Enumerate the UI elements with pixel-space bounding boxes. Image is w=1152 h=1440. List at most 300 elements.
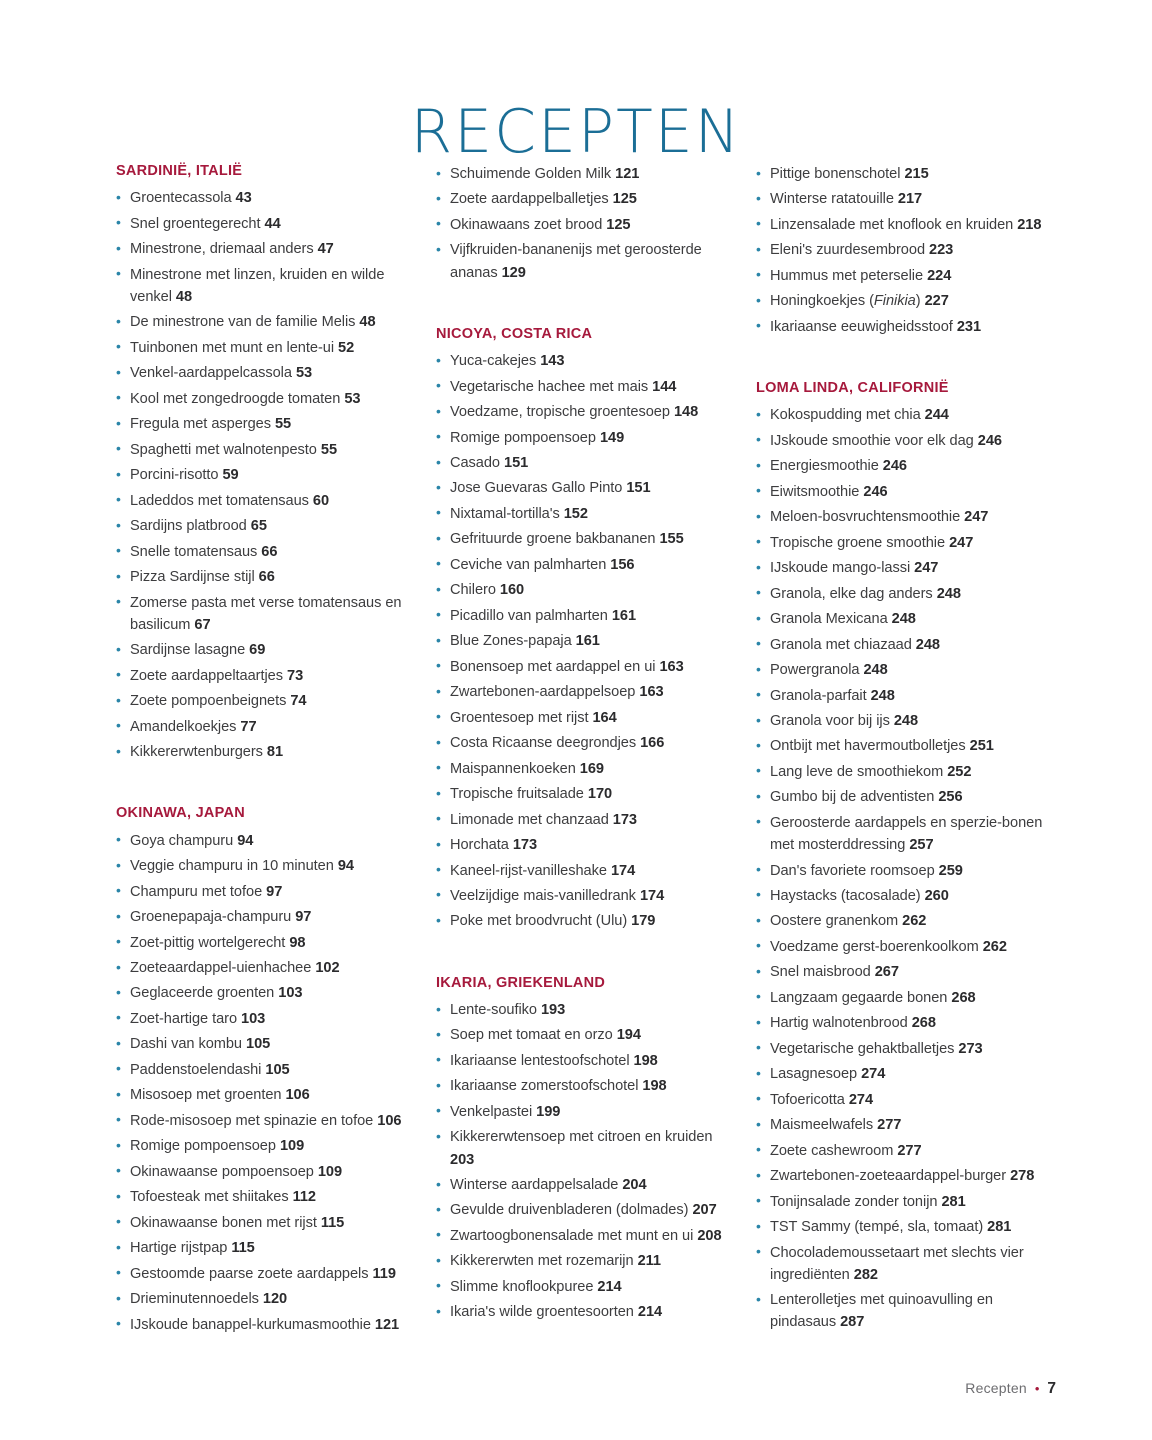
recipe-page-number: 166: [640, 735, 665, 752]
recipe-title: Poke met broodvrucht (Ulu): [450, 913, 632, 930]
recipe-title: Granola Mexicana: [770, 611, 892, 628]
recipe-entry[interactable]: [436, 579, 726, 601]
recipe-section: [116, 163, 406, 763]
recipe-title: Voedzame, tropische groentesoep: [450, 404, 674, 421]
recipe-title: Porcini-risotto: [130, 467, 223, 484]
recipe-entry[interactable]: [116, 464, 406, 486]
recipe-page-number: 125: [612, 191, 637, 208]
recipe-entry[interactable]: [756, 404, 1046, 426]
recipe-entry[interactable]: [436, 1250, 726, 1272]
recipe-entry[interactable]: [436, 910, 726, 932]
recipe-list: [756, 163, 1046, 338]
recipe-page-number: 274: [861, 1066, 886, 1083]
recipe-entry[interactable]: [756, 885, 1046, 907]
recipe-title: Groentesoep met rijst: [450, 709, 593, 726]
recipe-page-number: 174: [610, 862, 636, 879]
recipe-title: Granola voor bij ijs: [770, 713, 894, 729]
section-heading: SARDINIË, ITALIË: [116, 163, 243, 179]
recipe-page-number: 59: [222, 467, 239, 484]
recipe-entry[interactable]: [116, 1288, 406, 1310]
recipe-entry[interactable]: [116, 592, 406, 636]
recipe-title: Ladeddos met tomatensaus: [130, 492, 313, 509]
recipe-title: Ceviche van palmharten: [450, 556, 611, 573]
recipe-title: Goya champuru: [130, 832, 238, 849]
recipe-entry[interactable]: [436, 376, 726, 398]
recipe-entry[interactable]: [436, 401, 726, 423]
recipe-entry[interactable]: [436, 783, 726, 805]
recipe-page-number: 105: [246, 1036, 271, 1053]
recipe-entry[interactable]: [116, 413, 406, 435]
recipe-entry[interactable]: [116, 690, 406, 712]
recipe-entry[interactable]: [436, 214, 726, 236]
recipe-title: IJskoude smoothie voor elk dag: [770, 432, 978, 449]
recipe-entry[interactable]: [436, 758, 726, 780]
recipe-entry[interactable]: [436, 1101, 726, 1123]
recipe-title-suffix: ): [915, 293, 925, 310]
recipe-entry[interactable]: [756, 532, 1046, 554]
recipe-page-number: 244: [924, 407, 949, 424]
recipe-title: Okinawaanse bonen met rijst: [130, 1214, 321, 1231]
recipe-title: Chocolademoussetaart met slechts vier ingrediënten: [770, 1244, 1024, 1283]
recipe-title: Zoete aardappeltaartjes: [130, 667, 288, 684]
recipe-section: [756, 380, 1046, 1334]
recipe-page-number: 248: [893, 713, 919, 729]
recipe-entry[interactable]: [116, 311, 406, 333]
index-columns: [116, 163, 1056, 1339]
recipe-entry[interactable]: [756, 583, 1046, 605]
recipe-entry[interactable]: [436, 528, 726, 550]
recipe-section: [436, 326, 726, 933]
recipe-title: Powergranola: [770, 662, 864, 679]
recipe-page-number: 282: [853, 1266, 878, 1283]
recipe-entry[interactable]: [116, 362, 406, 384]
recipe-entry[interactable]: [756, 634, 1046, 656]
recipe-title: Zoete pompoenbeignets: [130, 693, 291, 710]
recipe-title: Kool met zongedroogde tomaten: [130, 390, 345, 407]
recipe-entry[interactable]: [116, 541, 406, 563]
recipe-title: Eiwitsmoothie: [770, 483, 864, 500]
recipe-entry[interactable]: [116, 1110, 406, 1132]
recipe-page-number: 247: [914, 560, 939, 577]
index-column-2: [436, 163, 726, 1327]
recipe-title: Zwartebonen-zoeteaardappel-burger: [770, 1168, 1011, 1185]
recipe-list: [436, 163, 726, 284]
recipe-title: Fregula met asperges: [130, 416, 275, 433]
recipe-page-number: 246: [977, 432, 1002, 449]
recipe-entry[interactable]: [436, 452, 726, 474]
recipe-page-number: 47: [317, 241, 334, 258]
recipe-title: Vijfkruiden-bananenijs met geroosterde ananas: [450, 242, 702, 281]
recipe-title: Blue Zones-papaja: [450, 633, 576, 650]
recipe-title: Lang leve de smoothiekom: [770, 763, 948, 780]
recipe-page-number: 55: [274, 416, 292, 433]
recipe-entry[interactable]: [756, 481, 1046, 503]
recipe-entry[interactable]: [756, 316, 1046, 338]
recipe-title: Champuru met tofoe: [130, 883, 267, 900]
recipe-entry[interactable]: [116, 1059, 406, 1081]
section-heading: IKARIA, GRIEKENLAND: [436, 974, 606, 991]
recipe-title: Soep met tomaat en orzo: [450, 1027, 617, 1044]
recipe-page-number: 152: [563, 505, 588, 522]
recipe-title: Gumbo bij de adventisten: [770, 789, 939, 806]
recipe-entry[interactable]: [436, 681, 726, 703]
recipe-title: Misosoep met groenten: [130, 1087, 286, 1104]
recipe-title: Zoet-hartige taro: [130, 1010, 242, 1027]
recipe-entry[interactable]: [756, 1165, 1046, 1187]
recipe-entry[interactable]: [436, 503, 726, 525]
recipe-title: Geroosterde aardappels en sperzie-bonen met mosterddressing: [770, 814, 1043, 854]
recipe-entry[interactable]: [116, 855, 406, 877]
recipe-entry[interactable]: [116, 1084, 406, 1106]
recipe-page-number: 161: [611, 607, 637, 624]
recipe-title: Kikkererwten met rozemarijn: [450, 1253, 638, 1270]
recipe-title: Granola, elke dag anders: [770, 585, 937, 602]
footer-separator-dot: •: [1034, 1381, 1040, 1396]
recipe-entry[interactable]: [116, 881, 406, 903]
recipe-section: [116, 805, 406, 1335]
recipe-entry[interactable]: [436, 163, 726, 185]
recipe-page-number: 274: [848, 1091, 874, 1108]
recipe-title: Meloen-bosvruchtensmoothie: [770, 509, 965, 526]
recipe-entry[interactable]: [116, 932, 406, 954]
recipe-entry[interactable]: [756, 455, 1046, 477]
recipe-page-number: 248: [891, 611, 916, 628]
recipe-entry[interactable]: [436, 885, 726, 907]
recipe-entry[interactable]: [756, 786, 1046, 808]
recipe-title: Pizza Sardijnse stijl: [130, 569, 259, 586]
recipe-title: IJskoude mango-lassi: [770, 560, 915, 577]
recipe-page-number: 164: [592, 709, 617, 726]
recipe-page-number: 66: [258, 569, 275, 586]
recipe-entry[interactable]: [116, 1186, 406, 1208]
recipe-title: Spaghetti met walnotenpesto: [130, 441, 321, 458]
recipe-title: Romige pompoensoep: [450, 429, 600, 446]
recipe-title: Zwartoogbonensalade met munt en ui: [450, 1227, 698, 1244]
recipe-entry[interactable]: [436, 999, 726, 1021]
recipe-entry[interactable]: [756, 685, 1046, 707]
recipe-entry[interactable]: [436, 1050, 726, 1072]
recipe-page-number: 151: [626, 480, 651, 497]
index-column-1: [116, 163, 406, 1339]
recipe-title: Tropische groene smoothie: [770, 534, 950, 551]
recipe-title: Yuca-cakejes: [450, 353, 541, 370]
recipe-page-number: 52: [338, 339, 355, 356]
recipe-page-number: 262: [902, 913, 927, 930]
recipe-title: Maismeelwafels: [770, 1117, 878, 1134]
recipe-entry[interactable]: [756, 1191, 1046, 1213]
recipe-page-number: 199: [536, 1103, 561, 1120]
recipe-title: Granola-parfait: [770, 687, 871, 704]
recipe-entry[interactable]: [116, 1008, 406, 1030]
recipe-page-number: 227: [924, 293, 949, 310]
recipe-entry[interactable]: [756, 1038, 1046, 1060]
recipe-title: Geglaceerde groenten: [130, 985, 279, 1002]
recipe-entry[interactable]: [436, 1174, 726, 1196]
recipe-entry[interactable]: [436, 554, 726, 576]
recipe-page-number: 252: [947, 763, 972, 780]
recipe-page-number: 257: [909, 837, 934, 854]
recipe-title: Snel groentegerecht: [130, 215, 265, 232]
recipe-entry[interactable]: [756, 1216, 1046, 1238]
recipe-entry[interactable]: [756, 214, 1046, 236]
recipe-entry[interactable]: [756, 1012, 1046, 1034]
recipe-page-number: 74: [290, 693, 307, 710]
recipe-title: Lasagnesoep: [770, 1066, 862, 1083]
recipe-entry[interactable]: [436, 605, 726, 627]
recipe-title: Maispannenkoeken: [450, 760, 580, 777]
recipe-page-number: 106: [285, 1087, 310, 1104]
recipe-title: Tuinbonen met munt en lente-ui: [130, 339, 339, 356]
section-heading: LOMA LINDA, CALIFORNIË: [756, 379, 949, 396]
recipe-title: Oostere granenkom: [770, 913, 903, 930]
recipe-entry[interactable]: [116, 1314, 406, 1336]
recipe-page-number: 208: [697, 1227, 722, 1244]
recipe-page-number: 214: [597, 1278, 622, 1295]
recipe-page-number: 44: [264, 215, 281, 232]
recipe-page-number: 223: [929, 242, 954, 259]
recipe-entry[interactable]: [756, 1289, 1046, 1333]
recipe-page-number: 73: [287, 667, 304, 684]
recipe-entry[interactable]: [756, 1242, 1046, 1286]
recipe-title: Tofoericotta: [770, 1091, 849, 1108]
recipe-title: Dashi van kombu: [130, 1036, 247, 1053]
recipe-title: Gestoomde paarse zoete aardappels: [130, 1265, 373, 1282]
recipe-title: Minestrone, driemaal anders: [130, 241, 318, 258]
recipe-page-number: 94: [237, 832, 254, 849]
recipe-title: Rode-misosoep met spinazie en tofoe: [130, 1112, 378, 1129]
recipe-page-number: 231: [956, 318, 982, 335]
recipe-page-number: 246: [863, 483, 888, 500]
recipe-title: De minestrone van de familie Melis: [130, 314, 360, 331]
recipe-page-number: 121: [374, 1316, 400, 1333]
recipe-page-number: 120: [262, 1291, 288, 1308]
recipe-page-number: 246: [882, 458, 907, 475]
recipe-page-number: 97: [295, 909, 312, 926]
recipe-page-number: 218: [1017, 216, 1042, 233]
recipe-entry[interactable]: [756, 1089, 1046, 1111]
recipe-title: Paddenstoelendashi: [130, 1061, 266, 1078]
recipe-title: Energiesmoothie: [770, 458, 883, 475]
recipe-entry[interactable]: [756, 812, 1046, 856]
recipe-page-number: 217: [897, 191, 923, 208]
recipe-title: Hummus met peterselie: [770, 267, 928, 284]
recipe-entry[interactable]: [756, 910, 1046, 932]
recipe-page-number: 281: [987, 1219, 1012, 1236]
recipe-entry[interactable]: [756, 987, 1046, 1009]
recipe-entry[interactable]: [756, 659, 1046, 681]
recipe-page-number: 256: [938, 789, 963, 806]
recipe-title: Veggie champuru in 10 minuten: [130, 858, 338, 875]
recipe-page-number: 179: [631, 913, 656, 930]
recipe-page-number: 105: [265, 1061, 290, 1078]
recipe-entry[interactable]: [116, 1212, 406, 1234]
recipe-title: Haystacks (tacosalade): [770, 887, 925, 904]
recipe-page-number: 155: [659, 531, 684, 548]
recipe-entry[interactable]: [436, 477, 726, 499]
recipe-page-number: 173: [612, 811, 637, 828]
recipe-entry[interactable]: [116, 906, 406, 928]
recipe-page-number: 198: [642, 1078, 667, 1095]
recipe-entry[interactable]: [116, 1263, 406, 1285]
recipe-title: TST Sammy (tempé, sla, tomaat): [770, 1219, 988, 1236]
recipe-entry[interactable]: [436, 1225, 726, 1247]
recipe-title: Zoet-pittig wortelgerecht: [130, 934, 290, 951]
recipe-title: Okinawaanse pompoensoep: [130, 1163, 318, 1180]
recipe-entry[interactable]: [116, 1135, 406, 1157]
recipe-entry[interactable]: [436, 732, 726, 754]
recipe-entry[interactable]: [756, 961, 1046, 983]
recipe-entry[interactable]: [756, 1140, 1046, 1162]
recipe-entry[interactable]: [116, 741, 406, 763]
recipe-entry[interactable]: [436, 350, 726, 372]
recipe-page-number: 224: [927, 267, 952, 284]
recipe-page-number: 69: [249, 642, 266, 659]
recipe-page-number: 55: [320, 441, 338, 458]
recipe-title: Eleni's zuurdesembrood: [770, 242, 930, 259]
recipe-entry[interactable]: [436, 1301, 726, 1323]
recipe-entry[interactable]: [756, 860, 1046, 882]
recipe-page-number: 203: [450, 1151, 475, 1168]
recipe-page-number: 193: [540, 1002, 566, 1019]
footer-section-label: Recepten: [965, 1380, 1027, 1396]
recipe-entry[interactable]: [756, 290, 1046, 312]
recipe-entry[interactable]: [436, 1075, 726, 1097]
recipe-page-number: 103: [278, 985, 303, 1002]
recipe-title-italic: Finikia: [873, 293, 916, 310]
recipe-page-number: 115: [320, 1214, 345, 1231]
recipe-entry[interactable]: [116, 1033, 406, 1055]
recipe-title: Groentecassola: [130, 190, 236, 207]
recipe-page-number: 48: [359, 314, 376, 331]
recipe-page-number: 248: [915, 636, 940, 653]
recipe-entry[interactable]: [116, 264, 406, 308]
recipe-page-number: 248: [870, 687, 895, 704]
recipe-entry[interactable]: [116, 388, 406, 410]
recipe-entry[interactable]: [436, 1126, 726, 1170]
recipe-page-number: 112: [292, 1189, 317, 1206]
recipe-page-number: 48: [175, 288, 193, 305]
recipe-page-number: 194: [616, 1027, 641, 1044]
recipe-title: Casado: [450, 455, 505, 472]
recipe-entry[interactable]: [756, 265, 1046, 287]
recipe-entry[interactable]: [756, 163, 1046, 185]
recipe-entry[interactable]: [756, 761, 1046, 783]
recipe-title: Gefrituurde groene bakbananen: [450, 531, 660, 548]
recipe-title: Langzaam gegaarde bonen: [770, 989, 952, 1006]
recipe-entry[interactable]: [116, 716, 406, 738]
recipe-entry[interactable]: [436, 1024, 726, 1046]
recipe-entry[interactable]: [436, 707, 726, 729]
recipe-page-number: 156: [610, 556, 635, 573]
recipe-entry[interactable]: [116, 213, 406, 235]
recipe-entry[interactable]: [116, 187, 406, 209]
recipe-title: Ikariaanse zomerstoofschotel: [450, 1078, 643, 1095]
recipe-entry[interactable]: [436, 834, 726, 856]
recipe-entry[interactable]: [756, 608, 1046, 630]
recipe-title: Tonijnsalade zonder tonijn: [770, 1193, 942, 1210]
recipe-title: Linzensalade met knoflook en kruiden: [770, 216, 1018, 233]
recipe-page-number: 160: [499, 582, 525, 599]
recipe-title: Zoete aardappelballetjes: [450, 191, 613, 208]
recipe-page-number: 151: [504, 455, 529, 472]
recipe-entry[interactable]: [116, 957, 406, 979]
recipe-entry[interactable]: [116, 490, 406, 512]
recipe-page-number: 268: [951, 989, 976, 1006]
recipe-page-number: 173: [512, 837, 538, 854]
recipe-page-number: 66: [261, 543, 278, 560]
recipe-entry[interactable]: [116, 1161, 406, 1183]
recipe-page-number: 125: [606, 216, 631, 233]
recipe-list: [116, 187, 406, 763]
recipe-entry[interactable]: [116, 982, 406, 1004]
recipe-page-number: 268: [911, 1015, 936, 1032]
recipe-entry[interactable]: [436, 1276, 726, 1298]
recipe-section: [756, 163, 1046, 338]
recipe-page-number: 97: [266, 883, 283, 900]
recipe-entry[interactable]: [436, 1199, 726, 1221]
recipe-page-number: 287: [840, 1314, 865, 1331]
recipe-entry[interactable]: [116, 238, 406, 260]
recipe-entry[interactable]: [116, 566, 406, 588]
recipe-entry[interactable]: [116, 439, 406, 461]
index-column-3: [756, 163, 1046, 1337]
recipe-entry[interactable]: [436, 188, 726, 210]
recipe-entry[interactable]: [756, 1063, 1046, 1085]
recipe-title: Ontbijt met havermoutbolletjes: [770, 738, 970, 755]
recipe-page-number: 102: [315, 960, 340, 977]
recipe-entry[interactable]: [756, 430, 1046, 452]
recipe-title: Granola met chiazaad: [770, 636, 916, 653]
recipe-entry[interactable]: [756, 735, 1046, 757]
recipe-entry[interactable]: [756, 506, 1046, 528]
recipe-entry[interactable]: [116, 515, 406, 537]
recipe-page-number: 60: [312, 492, 330, 509]
recipe-list: [116, 830, 406, 1336]
recipe-title: Voedzame gerst-boerenkoolkom: [770, 938, 983, 955]
recipe-entry[interactable]: [756, 239, 1046, 261]
recipe-entry[interactable]: [756, 936, 1046, 958]
recipe-entry[interactable]: [756, 710, 1046, 732]
recipe-page-number: 143: [540, 353, 565, 370]
recipe-page-number: 163: [639, 684, 664, 701]
recipe-entry[interactable]: [756, 1114, 1046, 1136]
recipe-title: Zoete cashewroom: [770, 1142, 898, 1159]
recipe-title: Groenepapaja-champuru: [130, 909, 296, 926]
recipe-list: [436, 999, 726, 1324]
recipe-section: [436, 975, 726, 1324]
recipe-entry[interactable]: [116, 1237, 406, 1259]
recipe-entry[interactable]: [436, 809, 726, 831]
recipe-entry[interactable]: [436, 630, 726, 652]
recipe-title: Minestrone met linzen, kruiden en wilde venkel: [130, 266, 385, 305]
recipe-entry[interactable]: [756, 557, 1046, 579]
recipe-entry[interactable]: [436, 656, 726, 678]
recipe-entry[interactable]: [436, 427, 726, 449]
recipe-entry[interactable]: [116, 639, 406, 661]
section-heading: OKINAWA, JAPAN: [116, 805, 245, 822]
recipe-title: Limonade met chanzaad: [450, 811, 613, 828]
recipe-entry[interactable]: [116, 665, 406, 687]
recipe-entry[interactable]: [756, 188, 1046, 210]
recipe-entry[interactable]: [116, 830, 406, 852]
recipe-title: Sardijns platbrood: [130, 518, 251, 535]
recipe-entry[interactable]: [116, 337, 406, 359]
footer-page-number: 7: [1047, 1380, 1056, 1397]
recipe-page-number: 281: [941, 1193, 966, 1210]
recipe-entry[interactable]: [436, 860, 726, 882]
recipe-page-number: 198: [633, 1052, 658, 1069]
recipe-entry[interactable]: [436, 239, 726, 283]
